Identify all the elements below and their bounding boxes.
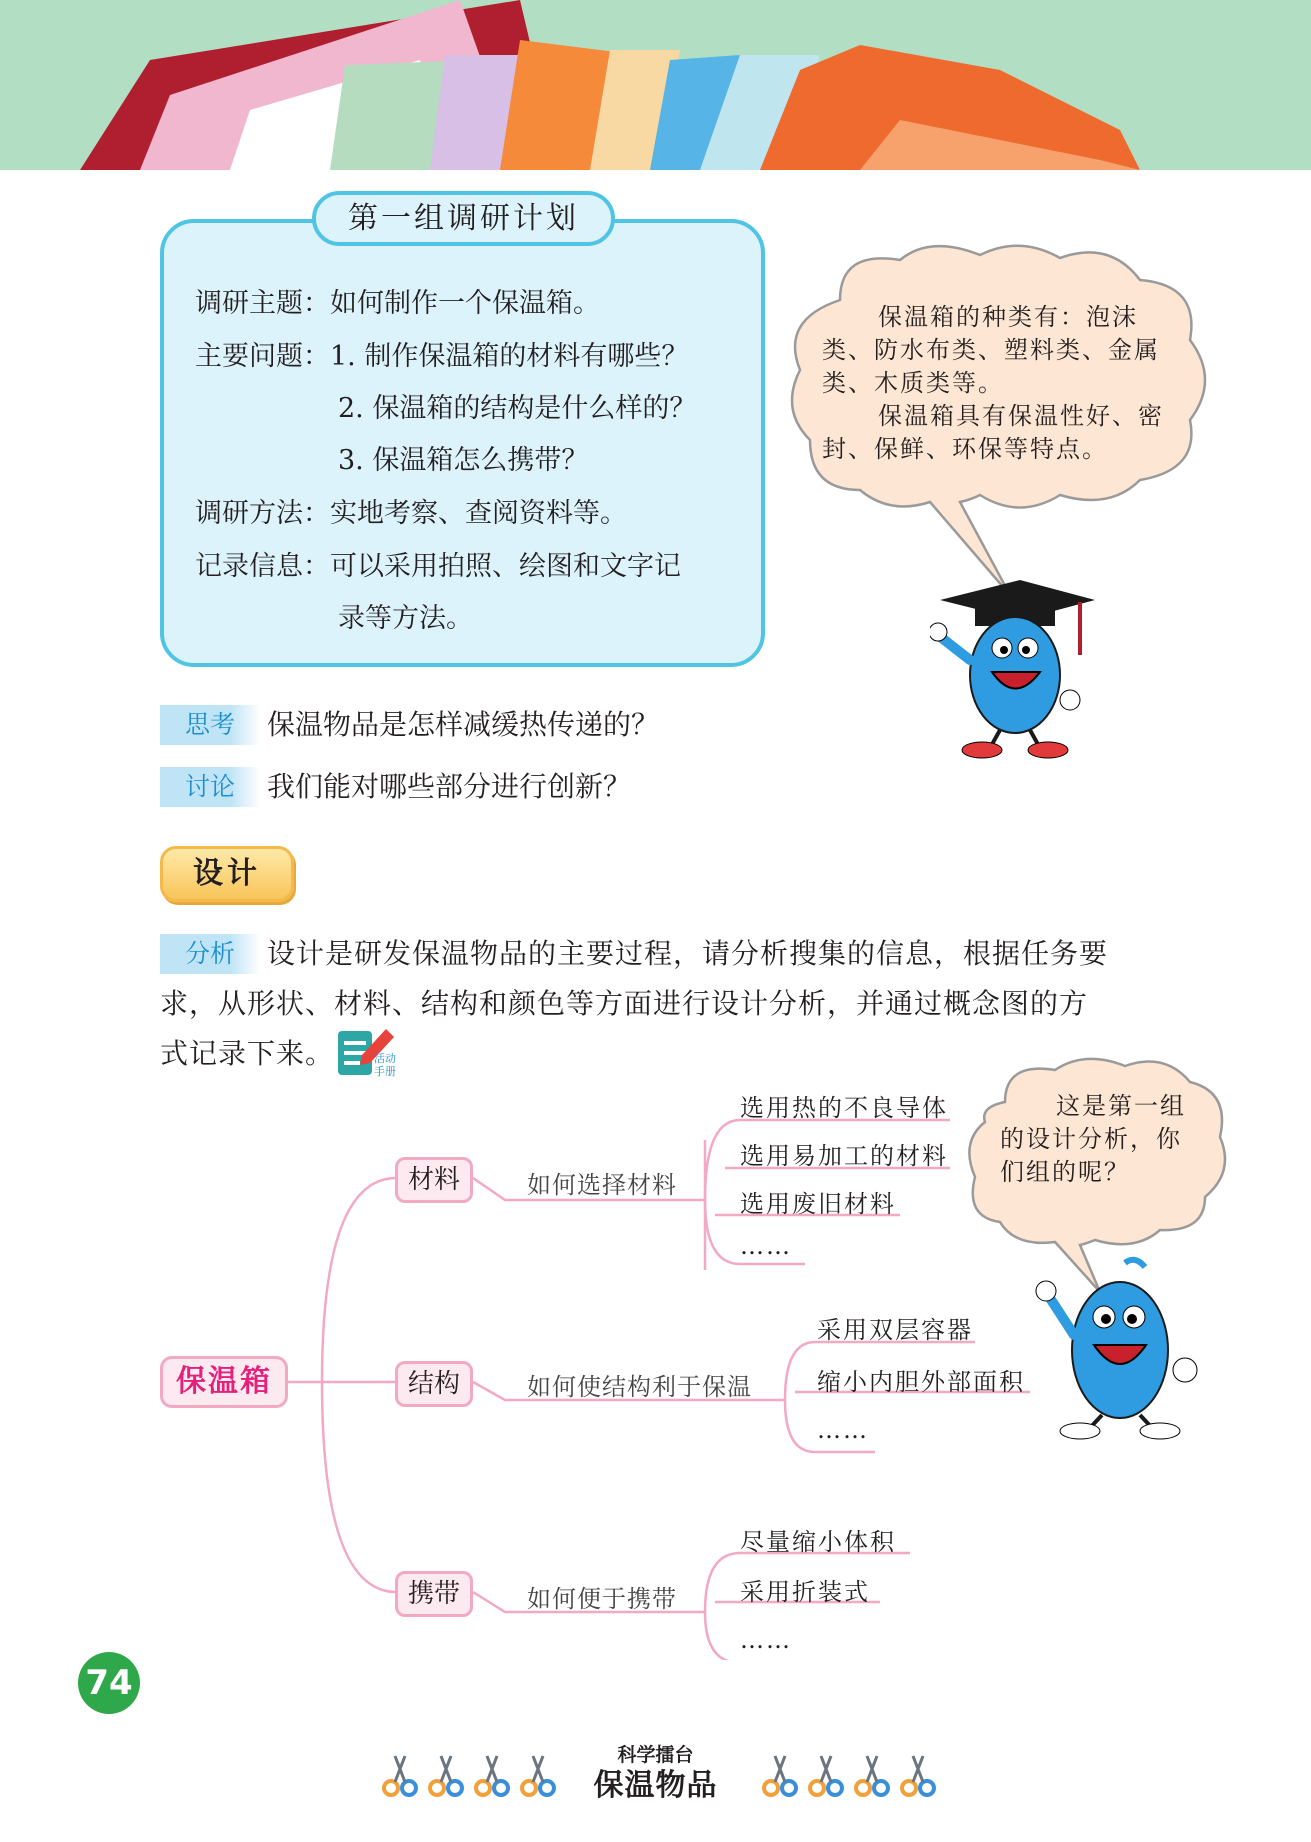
design-section-badge: 设计: [160, 846, 294, 902]
workbook-icon-text-2: 手册: [374, 1065, 396, 1078]
bubble2-line-3: 们组的呢？: [1000, 1158, 1130, 1186]
bubble1-line-1: 保温箱的种类有：泡沫: [878, 303, 1138, 331]
mindmap-leaf-material-2: 选用易加工的材料: [740, 1142, 948, 1170]
mindmap-leaf-structure-3: ……: [817, 1416, 869, 1444]
mindmap-leaf-carry-3: ……: [740, 1626, 792, 1654]
mindmap-question-material: 如何选择材料: [527, 1171, 677, 1199]
mindmap-leaf-material-1: 选用热的不良导体: [740, 1094, 948, 1122]
research-plan-title: 第一组调研计划: [312, 191, 615, 246]
scissors-decoration-left-icon: [375, 1752, 575, 1802]
mindmap-question-structure: 如何使结构利于保温: [527, 1373, 752, 1401]
bubble2-line-2: 的设计分析，你: [1000, 1125, 1182, 1153]
mindmap-leaf-carry-1: 尽量缩小体积: [740, 1528, 896, 1556]
scissors-decoration-right-icon: [755, 1752, 955, 1802]
bubble1-line-5: 封、保鲜、环保等特点。: [822, 435, 1108, 463]
activity-workbook-icon: [336, 1025, 406, 1081]
graduate-mascot-illustration: [930, 580, 1100, 760]
mindmap-leaf-material-4: ……: [740, 1232, 792, 1260]
discuss-question: 我们能对哪些部分进行创新？: [267, 770, 632, 803]
mindmap-branch-material: 材料: [395, 1157, 473, 1203]
bubble1-line-4: 保温箱具有保温性好、密: [878, 402, 1164, 430]
plan-question-line-2: 2. 保温箱的结构是什么样的？: [338, 393, 697, 424]
plan-question-line-3: 3. 保温箱怎么携带？: [338, 445, 589, 476]
mindmap-leaf-structure-1: 采用双层容器: [817, 1316, 973, 1344]
page-number-badge: 74: [78, 1652, 140, 1714]
analysis-paragraph-line-3: 式记录下来。: [160, 1037, 335, 1070]
workbook-icon-text-1: 活动: [374, 1052, 396, 1065]
analysis-paragraph-line-2: 求，从形状、材料、结构和颜色等方面进行设计分析，并通过概念图的方: [160, 987, 1089, 1020]
plan-question-line-1: 主要问题：1. 制作保温箱的材料有哪些？: [195, 341, 689, 372]
think-question: 保温物品是怎样减缓热传递的？: [267, 708, 660, 741]
discuss-label: 讨论: [160, 767, 260, 807]
footer-unit-title: 保温物品: [593, 1768, 718, 1803]
bubble1-line-3: 类、木质类等。: [822, 369, 1004, 397]
think-label: 思考: [160, 705, 260, 745]
plan-record-line-1: 记录信息：可以采用拍照、绘图和文字记: [195, 551, 681, 582]
analysis-label: 分析: [160, 934, 260, 974]
mindmap-branch-carry: 携带: [395, 1571, 473, 1617]
plan-method-line: 调研方法：实地考察、查阅资料等。: [195, 498, 627, 529]
mindmap-leaf-carry-2: 采用折装式: [740, 1578, 870, 1606]
bubble2-line-1: 这是第一组: [1056, 1092, 1186, 1120]
analysis-paragraph-line-1: 设计是研发保温物品的主要过程，请分析搜集的信息，根据任务要: [267, 937, 1109, 970]
header-paper-banner: [0, 0, 1311, 170]
plan-topic-line: 调研主题：如何制作一个保温箱。: [195, 288, 600, 319]
footer-series-name: 科学擂台: [617, 1744, 694, 1766]
bubble1-line-2: 类、防水布类、塑料类、金属: [822, 336, 1160, 364]
mindmap-question-carry: 如何便于携带: [527, 1585, 677, 1613]
mindmap-leaf-material-3: 选用废旧材料: [740, 1190, 896, 1218]
pointing-mascot-illustration: [1030, 1255, 1205, 1440]
plan-record-line-2: 录等方法。: [338, 603, 473, 634]
mindmap-leaf-structure-2: 缩小内胆外部面积: [817, 1368, 1025, 1396]
mindmap-root-node: 保温箱: [160, 1356, 288, 1408]
mindmap-branch-structure: 结构: [395, 1361, 473, 1407]
